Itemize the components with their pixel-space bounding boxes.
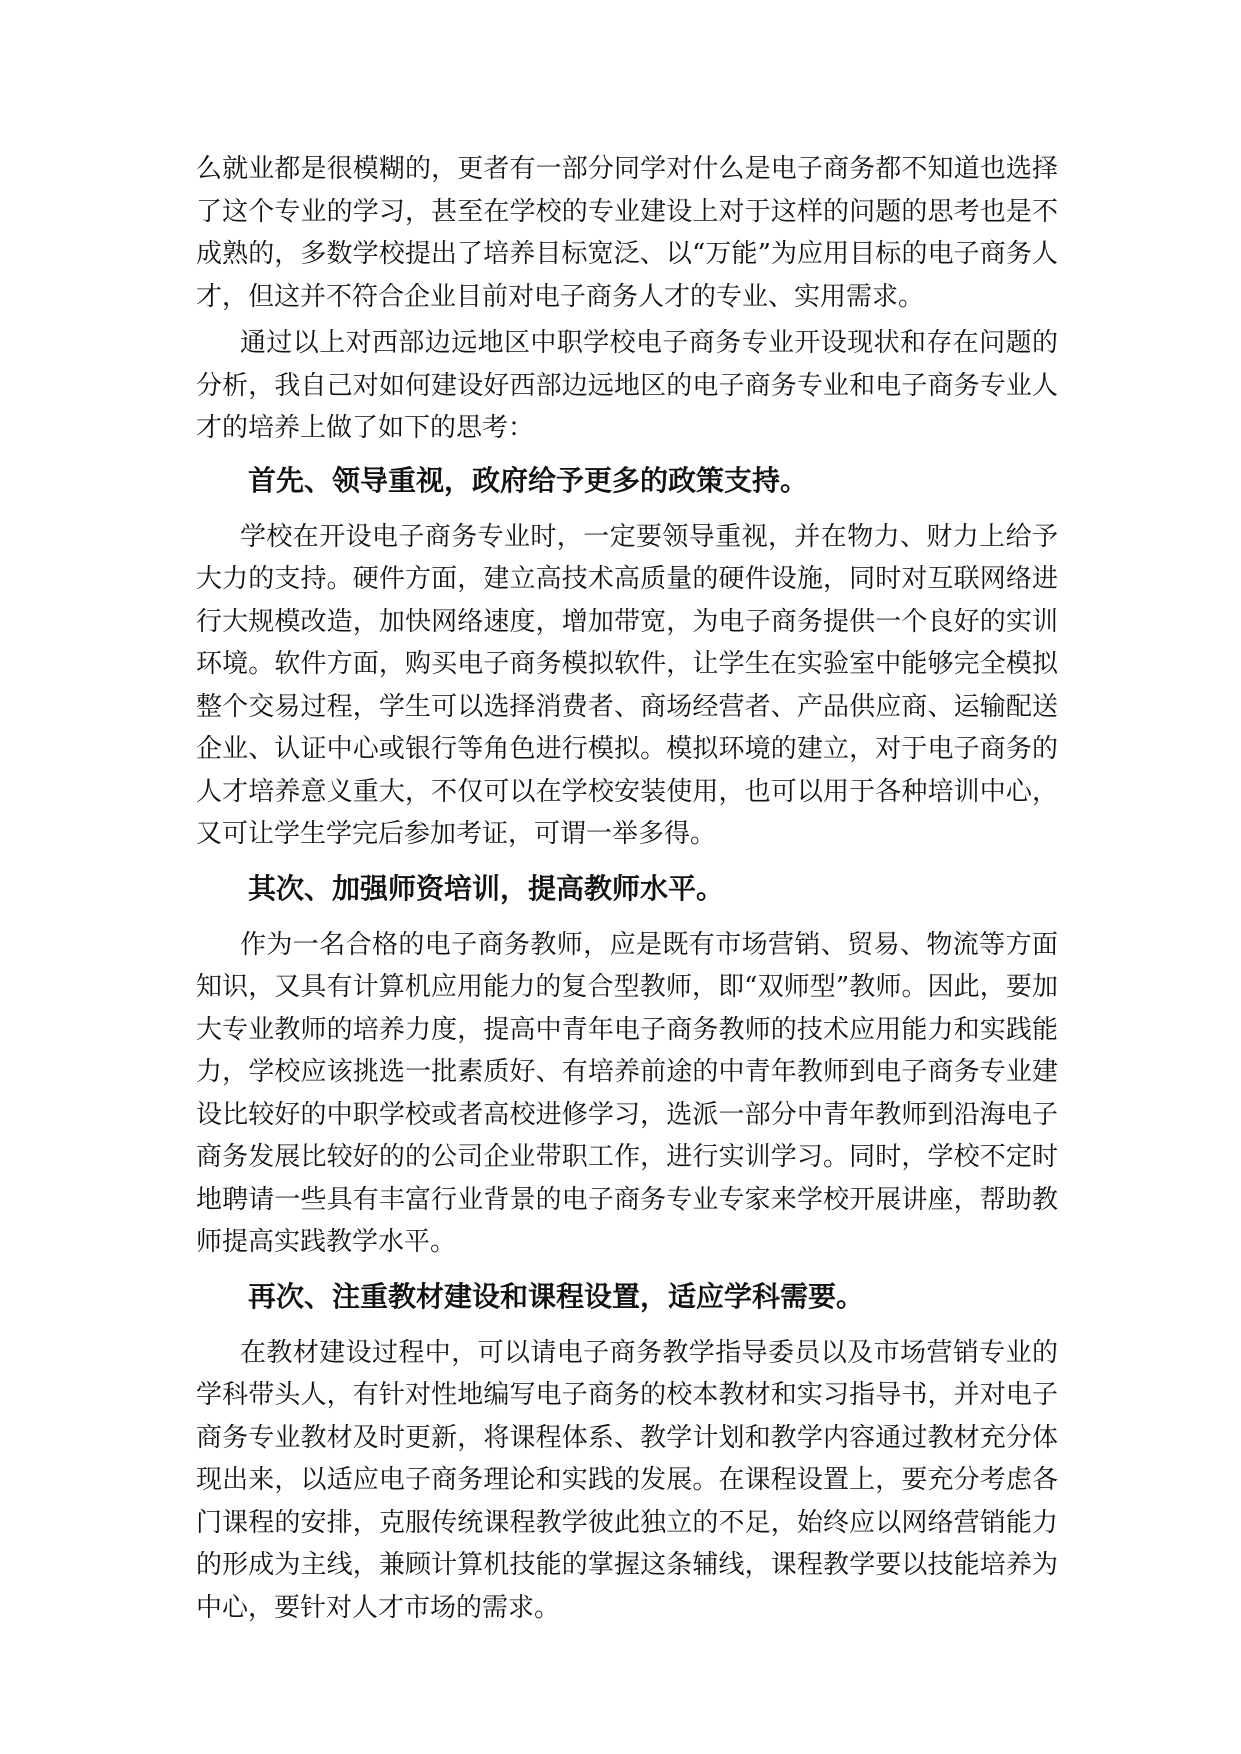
document-page — [196, 148, 1058, 1629]
heading-leadership-support: 首先、领导重视，政府给予更多的政策支持。 — [248, 463, 809, 497]
paragraph-teacher-training: 作为一名合格的电子商务教师，应是既有市场营销、贸易、物流等方面知识，又具有计算机应用能力的复合型教师，即“双师型”教师。因此，要加大专业教师的培养力度，提高中青年电子商务教师的技术应用能力和实践能力，学校应该挑选一批素质好、有培养前途的中青年教师到电子商务专业建设比较好的中职学校或者高校进修学习，选派一部分中青年教师到沿海电子商务发展比较好的的公司企业带职工作，进行实训学习。同时，学校不定时地聘请一些具有丰富行业背景的电子商务专业专家来学校开展讲座，帮助教师提高实践教学水平。 — [196, 929, 1058, 1257]
paragraph-analysis-intro: 通过以上对西部边远地区中职学校电子商务专业开设现状和存在问题的分析，我自己对如何建设好西部边远地区的电子商务专业和电子商务专业人才的培养上做了如下的思考： — [196, 328, 1058, 443]
heading-teacher-training: 其次、加强师资培训，提高教师水平。 — [248, 871, 725, 905]
paragraph-leadership-support: 学校在开设电子商务专业时，一定要领导重视，并在物力、财力上给予大力的支持。硬件方面，建立高技术高质量的硬件设施，同时对互联网络进行大规模改造，加快网络速度，增加带宽，为电子商务提供一个良好的实训环境。软件方面，购买电子商务模拟软件，让学生在实验室中能够完全模拟整个交易过程，学生可以选择消费者、商场经营者、产品供应商、运输配送企业、认证中心或银行等角色进行模拟。模拟环境的建立，对于电子商务的人才培养意义重大，不仅可以在学校安装使用，也可以用于各种培训中心，又可让学生学完后参加考证，可谓一举多得。 — [196, 521, 1058, 849]
heading-textbook-curriculum: 再次、注重教材建设和课程设置，适应学科需要。 — [248, 1279, 865, 1313]
paragraph-textbook-curriculum: 在教材建设过程中，可以请电子商务教学指导委员以及市场营销专业的学科带头人，有针对性地编写电子商务的校本教材和实习指导书，并对电子商务专业教材及时更新，将课程体系、教学计划和教学内容通过教材充分体现出来，以适应电子商务理论和实践的发展。在课程设置上，要充分考虑各门课程的安排，克服传统课程教学彼此独立的不足，始终应以网络营销能力的形成为主线，兼顾计算机技能的掌握这条辅线，课程教学要以技能培养为中心，要针对人才市场的需求。 — [196, 1337, 1058, 1623]
paragraph-continuation: 么就业都是很模糊的，更者有一部分同学对什么是电子商务都不知道也选择了这个专业的学习，甚至在学校的专业建设上对于这样的问题的思考也是不成熟的，多数学校提出了培养目标宽泛、以“万能”为应用目标的电子商务人才，但这并不符合企业目前对电子商务人才的专业、实用需求。 — [196, 154, 1058, 312]
